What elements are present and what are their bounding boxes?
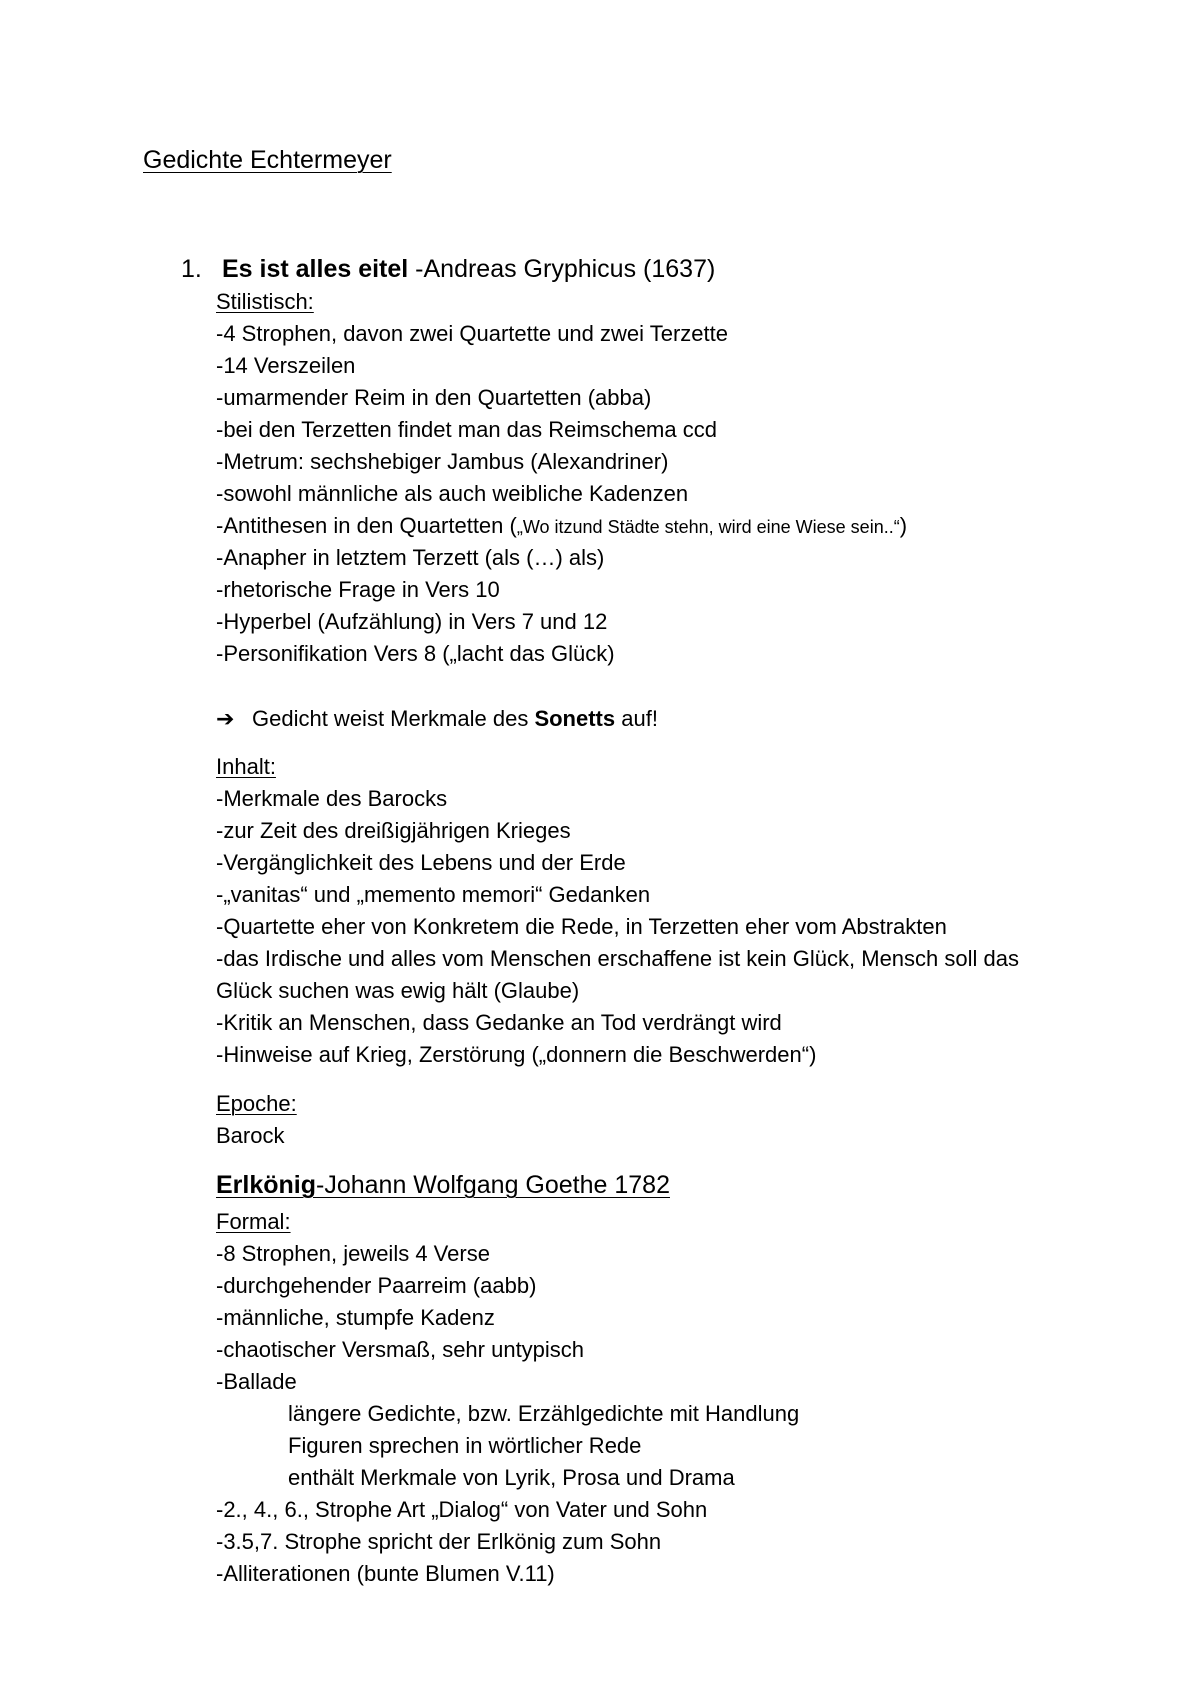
formal-item: -Ballade xyxy=(216,1369,297,1394)
conclusion-prefix: Gedicht weist Merkmale des xyxy=(252,706,535,731)
antithesen-suffix: ) xyxy=(899,513,908,538)
arrow-right-icon: ➔ xyxy=(216,706,235,731)
document-title: Gedichte Echtermeyer xyxy=(143,146,392,174)
conclusion-bold: Sonetts xyxy=(534,706,616,731)
inhalt-item: -Hinweise auf Krieg, Zerstörung („donnern die Beschwerden“) xyxy=(216,1042,817,1067)
epoche-value: Barock xyxy=(216,1123,285,1148)
formal-item: -Alliterationen (bunte Blumen V.11) xyxy=(216,1561,555,1586)
ballade-item: enthält Merkmale von Lyrik, Prosa und Drama xyxy=(288,1465,735,1490)
stilistisch-label: Stilistisch: xyxy=(216,289,314,314)
stilistisch-item: -Hyperbel (Aufzählung) in Vers 7 und 12 xyxy=(216,609,608,634)
antithesen-prefix: -Antithesen in den Quartetten ( xyxy=(216,513,517,538)
stilistisch-item: -Personifikation Vers 8 („lacht das Glück) xyxy=(216,641,615,666)
inhalt-item: -Kritik an Menschen, dass Gedanke an Tod verdrängt wird xyxy=(216,1010,782,1035)
inhalt-item: -das Irdische und alles vom Menschen erschaffene ist kein Glück, Mensch soll das xyxy=(216,946,1019,971)
poem2-author-year: -Johann Wolfgang Goethe 1782 xyxy=(316,1171,670,1199)
stilistisch-item: -sowohl männliche als auch weibliche Kadenzen xyxy=(216,481,689,506)
inhalt-item: -zur Zeit des dreißigjährigen Krieges xyxy=(216,818,571,843)
formal-item: -chaotischer Versmaß, sehr untypisch xyxy=(216,1337,585,1362)
poem2-heading xyxy=(216,1168,670,1202)
conclusion-suffix: auf! xyxy=(615,706,658,731)
stilistisch-item: -umarmender Reim in den Quartetten (abba) xyxy=(216,385,652,410)
poem1-author-year: -Andreas Gryphicus (1637) xyxy=(408,255,716,283)
poem1-title: Es ist alles eitel xyxy=(222,255,409,283)
inhalt-item: Glück suchen was ewig hält (Glaube) xyxy=(216,978,580,1003)
poem1-number: 1. xyxy=(181,255,202,283)
conclusion-line xyxy=(216,703,658,735)
ballade-item: Figuren sprechen in wörtlicher Rede xyxy=(288,1433,642,1458)
inhalt-label: Inhalt: xyxy=(216,754,276,779)
formal-item: -2., 4., 6., Strophe Art „Dialog“ von Vater und Sohn xyxy=(216,1497,708,1522)
stilistisch-item: -Metrum: sechshebiger Jambus (Alexandriner) xyxy=(216,449,669,474)
inhalt-item: -Merkmale des Barocks xyxy=(216,786,448,811)
ballade-item: längere Gedichte, bzw. Erzählgedichte mit Handlung xyxy=(288,1401,800,1426)
stilistisch-item: -bei den Terzetten findet man das Reimschema ccd xyxy=(216,417,717,442)
stilistisch-item: -14 Verszeilen xyxy=(216,353,356,378)
formal-item: -männliche, stumpfe Kadenz xyxy=(216,1305,495,1330)
inhalt-item: -„vanitas“ und „memento memori“ Gedanken xyxy=(216,882,651,907)
formal-item: -8 Strophen, jeweils 4 Verse xyxy=(216,1241,490,1266)
antithesen-quote: „Wo itzund Städte stehn, wird eine Wiese sein..“ xyxy=(516,517,900,537)
formal-item: -durchgehender Paarreim (aabb) xyxy=(216,1273,537,1298)
formal-item: -3.5,7. Strophe spricht der Erlkönig zum Sohn xyxy=(216,1529,662,1554)
stilistisch-item-antithesen xyxy=(216,510,907,543)
stilistisch-item: -4 Strophen, davon zwei Quartette und zwei Terzette xyxy=(216,321,728,346)
epoche-label: Epoche: xyxy=(216,1091,297,1116)
inhalt-item: -Vergänglichkeit des Lebens und der Erde xyxy=(216,850,626,875)
poem1-heading xyxy=(181,253,715,285)
poem2-title: Erlkönig xyxy=(216,1171,317,1199)
stilistisch-item: -rhetorische Frage in Vers 10 xyxy=(216,577,500,602)
formal-label: Formal: xyxy=(216,1209,291,1234)
inhalt-item: -Quartette eher von Konkretem die Rede, in Terzetten eher vom Abstrakten xyxy=(216,914,947,939)
stilistisch-item: -Anapher in letztem Terzett (als (…) als) xyxy=(216,545,605,570)
